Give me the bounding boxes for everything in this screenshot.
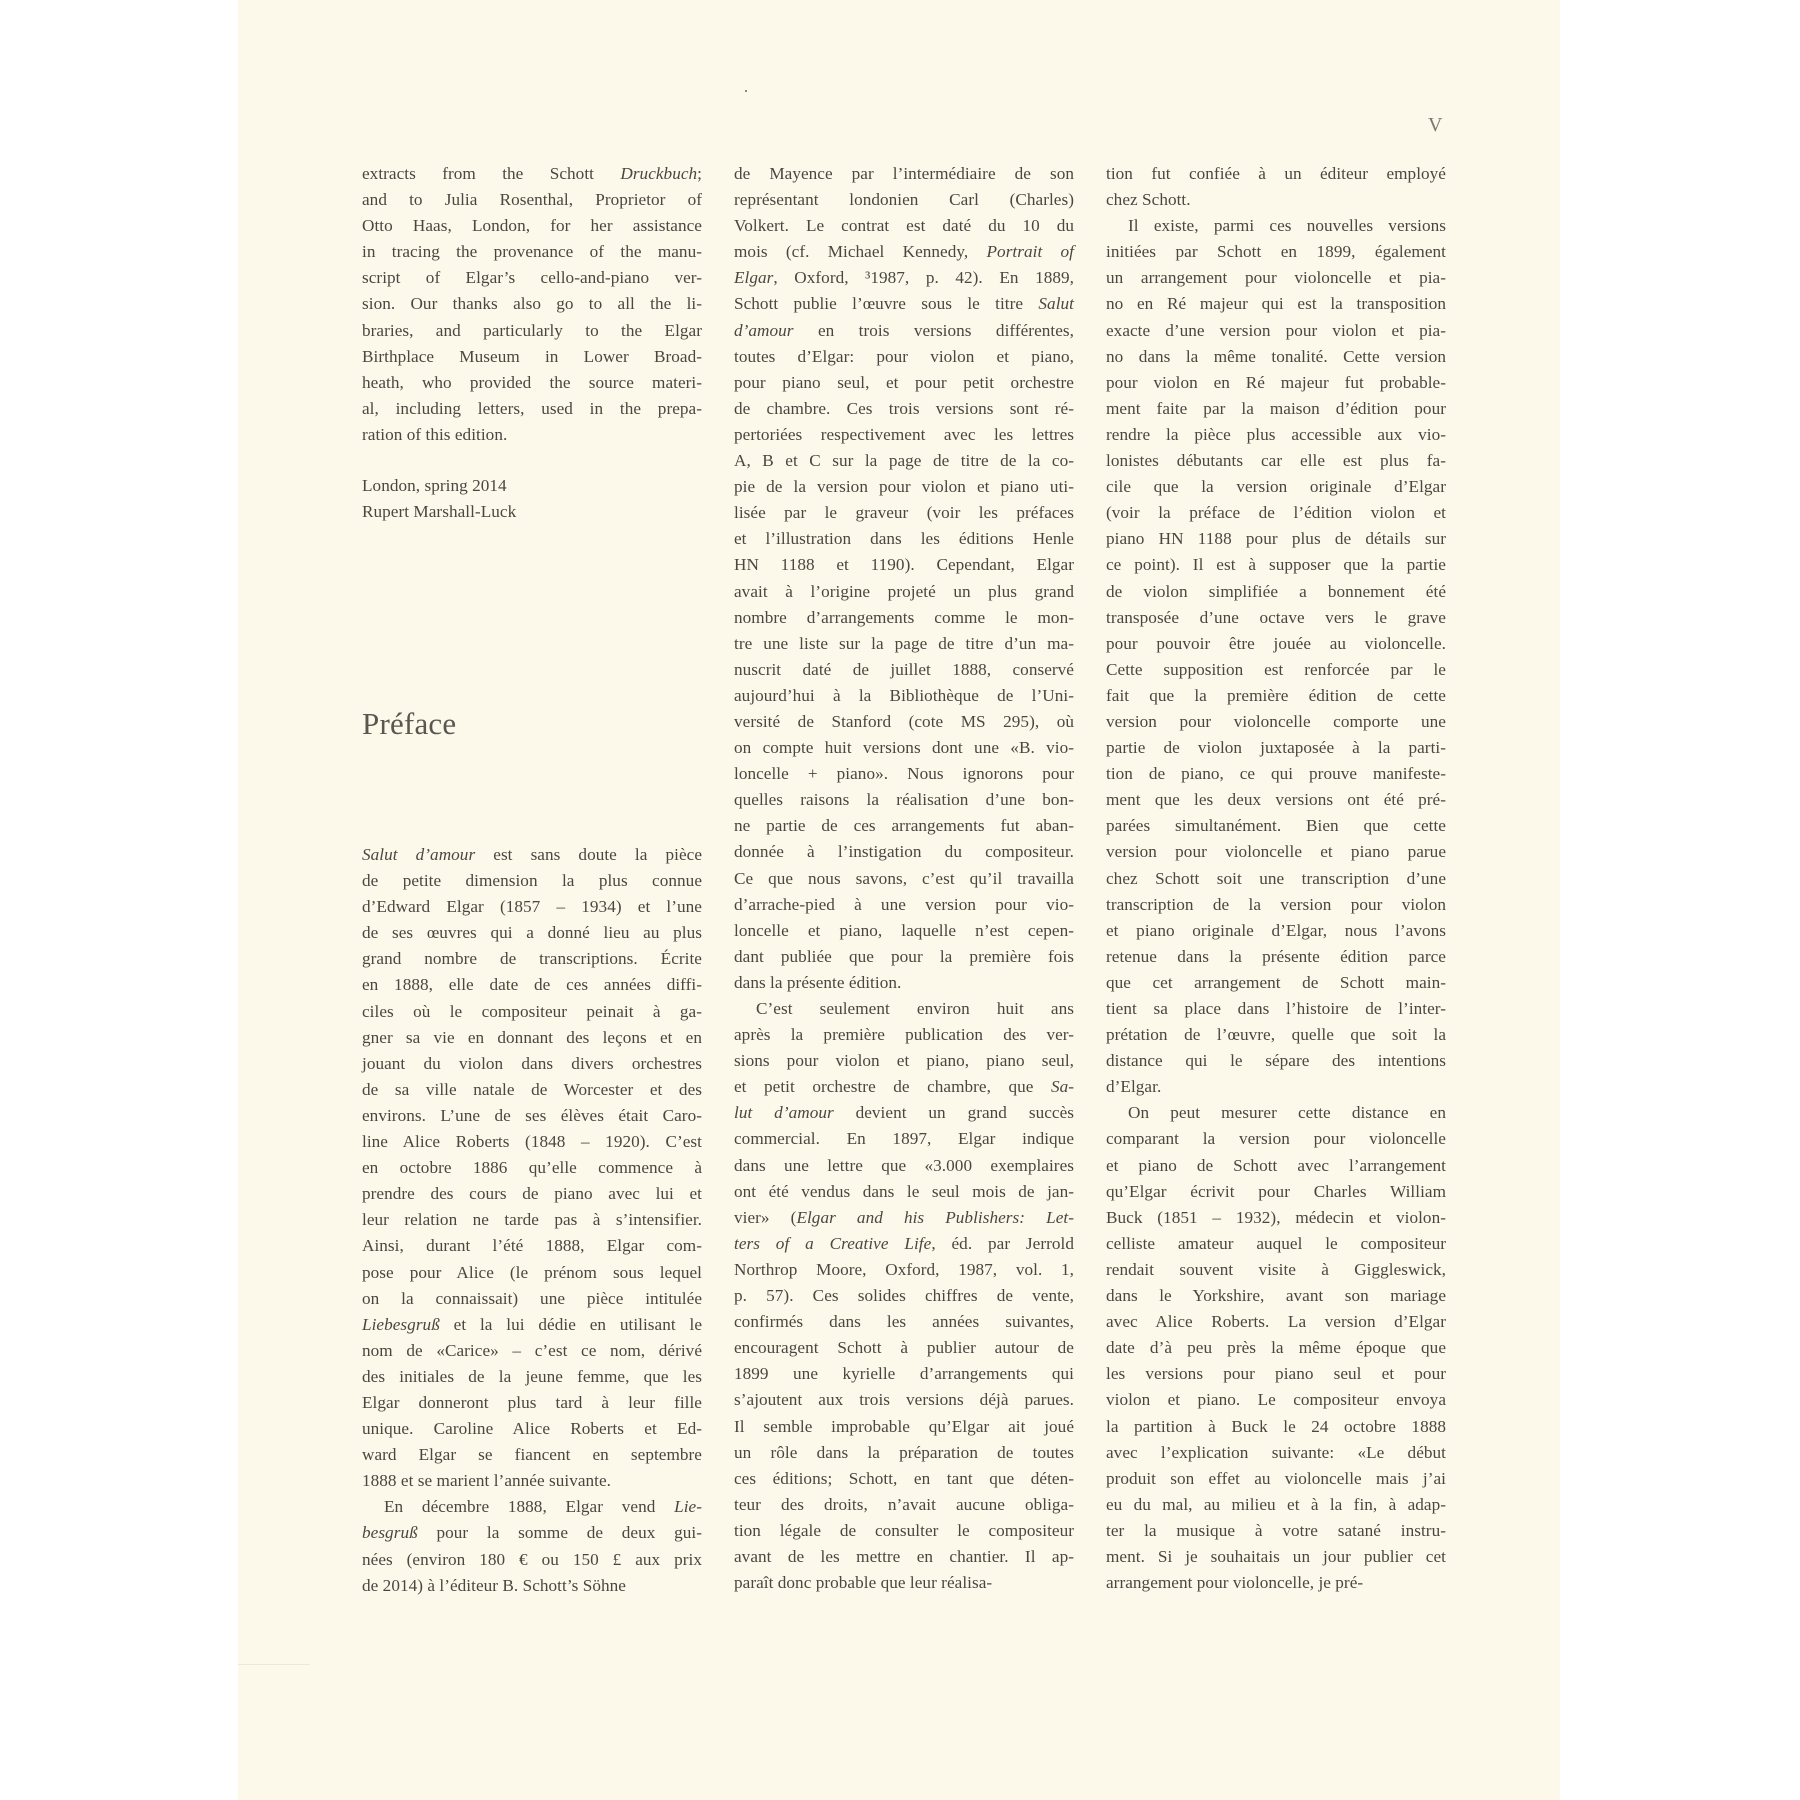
- text-line: ne partie de ces arrangements fut aban-: [734, 816, 1074, 836]
- page-number: V: [1428, 114, 1443, 136]
- text-line: d’arrache-pied à une version pour vio-: [734, 894, 1074, 914]
- text-line: Liebesgruß et la lui dédie en utilisant le: [362, 1314, 702, 1334]
- preface-column-2: [734, 161, 1074, 1596]
- text-line: et piano de Schott avec l’arrangement: [1106, 1155, 1446, 1175]
- text-line: ter la musique à votre satané instru-: [1106, 1520, 1446, 1540]
- text-line: qu’Elgar écrivit pour Charles William: [1106, 1181, 1446, 1201]
- text-line: and to Julia Rosenthal, Proprietor of: [362, 190, 702, 210]
- text-line: transposée d’une octave vers le grave: [1106, 607, 1446, 627]
- text-line: en 1888, elle date de ces années diffi-: [362, 975, 702, 995]
- text-line: la partition à Buck le 24 octobre 1888: [1106, 1416, 1446, 1436]
- text-line: celliste amateur auquel le compositeur: [1106, 1233, 1446, 1253]
- text-line: après la première publication des ver-: [734, 1025, 1074, 1045]
- text-line: ont été vendus dans le seul mois de jan-: [734, 1181, 1074, 1201]
- text-line: mois (cf. Michael Kennedy, Portrait of: [734, 242, 1075, 262]
- text-line: HN 1188 et 1190). Cependant, Elgar: [734, 555, 1074, 575]
- preface-column-1: [362, 842, 702, 1599]
- text-line: piano HN 1188 pour plus de détails sur: [1106, 529, 1446, 549]
- text-line: environs. L’une de ses élèves était Caro-: [362, 1105, 702, 1125]
- text-line: de Mayence par l’intermédiaire de son: [734, 164, 1074, 183]
- text-line: tient sa place dans l’histoire de l’inter-: [1106, 999, 1446, 1018]
- text-line: représentant londonien Carl (Charles): [734, 190, 1074, 210]
- text-line: donnée à l’instigation du compositeur.: [734, 842, 1074, 862]
- text-line: Volkert. Le contrat est daté du 10 du: [734, 216, 1074, 236]
- text-line: Il semble improbable qu’Elgar ait joué: [734, 1416, 1074, 1436]
- text-line: ciles où le compositeur peinait à ga-: [362, 1001, 702, 1021]
- text-line: pour piano seul, et pour petit orchestre: [734, 372, 1074, 392]
- text-line: Il existe, parmi ces nouvelles versions: [1128, 216, 1446, 236]
- text-line: distance qui le sépare des intentions: [1106, 1051, 1446, 1071]
- text-line: p. 57). Ces solides chiffres de vente,: [734, 1286, 1074, 1306]
- text-line: loncelle + piano». Nous ignorons pour: [734, 764, 1074, 784]
- text-line: En décembre 1888, Elgar vend Lie-: [384, 1497, 702, 1517]
- text-line: dans le Yorkshire, avant son mariage: [1106, 1286, 1446, 1306]
- text-line: jouant du violon dans divers orchestres: [362, 1053, 702, 1073]
- text-line: On peut mesurer cette distance en: [1128, 1103, 1446, 1123]
- text-line: pour pouvoir être jouée au violoncelle.: [1106, 633, 1446, 653]
- text-line: loncelle et piano, laquelle n’est cepen-: [734, 920, 1074, 940]
- text-line: ters of a Creative Life, éd. par Jerrold: [734, 1233, 1074, 1253]
- text-line: initiées par Schott en 1899, également: [1106, 242, 1446, 262]
- text-line: chez Schott soit une transcription d’une: [1106, 868, 1446, 888]
- text-line: cile que la version originale d’Elgar: [1106, 477, 1446, 497]
- text-line: de ses œuvres qui a donné lieu au plus: [362, 923, 702, 943]
- text-line: Ainsi, durant l’été 1888, Elgar com-: [362, 1236, 702, 1256]
- text-line: et l’illustration dans les éditions Henle: [734, 529, 1074, 549]
- text-line: braries, and particularly to the Elgar: [362, 320, 702, 340]
- text-line: avec Alice Roberts. La version d’Elgar: [1106, 1312, 1446, 1332]
- text-line: Cette supposition est renforcée par le: [1106, 659, 1446, 679]
- text-line: tion légale de consulter le compositeur: [734, 1520, 1074, 1540]
- text-line: tre une liste sur la page de titre d’un ma-: [734, 633, 1074, 653]
- text-line: ces éditions; Schott, en tant que déten-: [734, 1468, 1074, 1488]
- text-line: gner sa vie en donnant des leçons et en: [362, 1027, 702, 1047]
- text-line: 1899 une kyrielle d’arrangements qui: [734, 1364, 1074, 1384]
- text-line: ce point). Il est à supposer que la partie: [1106, 555, 1446, 575]
- text-line: no dans la même tonalité. Cette version: [1106, 346, 1446, 366]
- text-line: Ce que nous savons, c’est qu’il travailla: [734, 868, 1074, 888]
- text-line: 1888 et se marient l’année suivante.: [362, 1471, 612, 1491]
- text-line: (voir la préface de l’édition violon et: [1106, 503, 1446, 523]
- signature-block: [362, 473, 702, 525]
- text-line: A, B et C sur la page de titre de la co-: [734, 451, 1074, 471]
- text-line: Elgar, Oxford, ³1987, p. 42). En 1889,: [734, 268, 1074, 288]
- text-line: s’ajoutent aux trois versions déjà parues.: [734, 1390, 1074, 1410]
- text-line: dans une lettre que «3.000 exemplaires: [734, 1155, 1074, 1175]
- text-line: lonistes débutants car elle est plus fa-: [1106, 451, 1446, 471]
- text-line: on compte huit versions dont une «B. vio-: [734, 738, 1074, 758]
- text-line: script of Elgar’s cello-and-piano ver-: [362, 268, 702, 288]
- text-line: fait que la première édition de cette: [1106, 685, 1446, 705]
- text-line: Salut d’amour est sans doute la pièce: [362, 845, 702, 864]
- text-line: exacte d’une version pour violon et pia-: [1106, 320, 1446, 340]
- text-line: C’est seulement environ huit ans: [756, 999, 1074, 1018]
- preface-heading: Préface: [362, 706, 457, 741]
- preface-column-3: [1106, 161, 1446, 1596]
- text-line: leur relation ne tarde pas à s’intensifier.: [362, 1210, 702, 1230]
- text-line: de chambre. Ces trois versions sont ré-: [734, 398, 1074, 418]
- text-line: de petite dimension la plus connue: [362, 871, 702, 891]
- text-line: d’Edward Elgar (1857 – 1934) et l’une: [362, 897, 702, 917]
- text-line: sions pour violon et piano, piano seul,: [734, 1051, 1074, 1071]
- text-line: on la connaissait) une pièce intitulée: [362, 1288, 702, 1308]
- text-line: tion fut confiée à un éditeur employé: [1106, 164, 1446, 183]
- text-line: chez Schott.: [1106, 190, 1191, 210]
- text-line: teur des droits, n’avait aucune obliga-: [734, 1494, 1074, 1514]
- text-line: prendre des cours de piano avec lui et: [362, 1184, 702, 1204]
- acknowledgments-column: [362, 161, 702, 448]
- text-line: de violon simplifiée a bonnement été: [1106, 581, 1446, 601]
- text-line: grand nombre de transcriptions. Écrite: [362, 949, 702, 969]
- text-line: aujourd’hui à la Bibliothèque de l’Uni-: [734, 685, 1074, 705]
- text-line: comparant la version pour violoncelle: [1106, 1129, 1446, 1149]
- text-line: nom de «Carice» – c’est ce nom, dérivé: [362, 1340, 702, 1360]
- text-line: versité de Stanford (cote MS 295), où: [734, 711, 1074, 731]
- text-line: pie de la version pour violon et piano uti-: [734, 477, 1074, 497]
- text-line: avant de les mettre en chantier. Il ap-: [734, 1546, 1074, 1566]
- text-line: paraît donc probable que leur réalisa-: [734, 1573, 993, 1593]
- text-line: heath, who provided the source materi-: [362, 372, 702, 392]
- text-line: pour violon en Ré majeur fut probable-: [1106, 372, 1446, 392]
- text-line: produit son effet au violoncelle mais j’ai: [1106, 1468, 1446, 1488]
- text-line: date d’à peu près la même époque que: [1106, 1338, 1446, 1358]
- text-line: pose pour Alice (le prénom sous lequel: [362, 1262, 702, 1282]
- text-line: version pour violoncelle comporte une: [1106, 711, 1446, 731]
- text-line: Northrop Moore, Oxford, 1987, vol. 1,: [734, 1259, 1074, 1279]
- text-line: sion. Our thanks also go to all the li-: [362, 294, 702, 314]
- text-line: en octobre 1886 qu’elle commence à: [362, 1158, 702, 1178]
- text-line: d’amour en trois versions différentes,: [734, 320, 1074, 340]
- author-name: Rupert Marshall-Luck: [362, 502, 517, 522]
- text-line: rendait souvent visite à Giggleswick,: [1106, 1259, 1446, 1279]
- text-line: dant publiée que pour la première fois: [734, 946, 1074, 966]
- text-line: extracts from the Schott Druckbuch;: [362, 164, 702, 183]
- text-line: no en Ré majeur qui est la transposition: [1106, 294, 1446, 314]
- text-line: violon et piano. Le compositeur envoya: [1106, 1390, 1446, 1410]
- text-line: eu du mal, au milieu et à la fin, à adap-: [1106, 1494, 1446, 1514]
- text-line: lisée par le graveur (voir les préfaces: [734, 503, 1074, 523]
- text-line: un rôle dans la préparation de toutes: [734, 1442, 1074, 1462]
- text-line: Elgar donneront plus tard à leur fille: [362, 1392, 702, 1412]
- place-date: London, spring 2014: [362, 476, 507, 495]
- text-line: un arrangement pour violoncelle et pia-: [1106, 268, 1446, 288]
- text-line: al, including letters, used in the prepa-: [362, 398, 702, 418]
- text-line: Birthplace Museum in Lower Broad-: [362, 346, 702, 366]
- text-line: Otto Haas, London, for her assistance: [362, 216, 702, 236]
- text-line: de 2014) à l’éditeur B. Schott’s Söhne: [362, 1575, 626, 1595]
- text-line: confirmés dans les années suivantes,: [734, 1312, 1074, 1332]
- text-line: line Alice Roberts (1848 – 1920). C’est: [362, 1132, 702, 1152]
- text-line: ment. Si je souhaitais un jour publier cet: [1106, 1546, 1446, 1566]
- text-line: des initiales de la jeune femme, que les: [362, 1366, 702, 1386]
- text-line: arrangement pour violoncelle, je pré-: [1106, 1573, 1364, 1593]
- page-edge-mark: [238, 1664, 310, 1665]
- text-line: unique. Caroline Alice Roberts et Ed-: [362, 1419, 702, 1439]
- text-line: d’Elgar.: [1106, 1077, 1162, 1097]
- text-line: avait à l’origine projeté un plus grand: [734, 581, 1074, 601]
- text-line: ment que les deux versions ont été pré-: [1106, 790, 1446, 810]
- printing-speck: [745, 90, 747, 92]
- text-line: les versions pour piano seul et pour: [1106, 1364, 1446, 1384]
- text-line: retenue dans la présente édition parce: [1106, 946, 1446, 966]
- text-line: Buck (1851 – 1932), médecin et violon-: [1106, 1207, 1446, 1227]
- text-line: in tracing the provenance of the manu-: [362, 242, 702, 262]
- text-line: que cet arrangement de Schott main-: [1106, 972, 1446, 992]
- text-line: transcription de la version pour violon: [1106, 894, 1446, 914]
- text-line: de sa ville natale de Worcester et des: [362, 1079, 702, 1099]
- text-line: encouragent Schott à publier autour de: [734, 1338, 1074, 1358]
- text-line: partie de violon juxtaposée à la parti-: [1106, 738, 1446, 758]
- text-line: nuscrit daté de juillet 1888, conservé: [734, 659, 1074, 679]
- text-line: prétation de l’œuvre, quelle que soit la: [1106, 1025, 1446, 1045]
- text-line: toutes d’Elgar: pour violon et piano,: [734, 346, 1074, 366]
- text-line: et piano originale d’Elgar, nous l’avons: [1106, 920, 1446, 940]
- text-line: quelles raisons la réalisation d’une bon-: [734, 790, 1074, 810]
- text-line: parées simultanément. Bien que cette: [1106, 816, 1446, 836]
- text-line: rendre la pièce plus accessible aux vio-: [1106, 424, 1446, 444]
- text-line: avec l’explication suivante: «Le début: [1106, 1442, 1446, 1462]
- text-line: vier» (Elgar and his Publishers: Let-: [734, 1207, 1074, 1227]
- text-line: version pour violoncelle et piano parue: [1106, 842, 1446, 862]
- text-line: commercial. En 1897, Elgar indique: [734, 1129, 1074, 1149]
- text-line: besgruß pour la somme de deux gui-: [362, 1523, 702, 1543]
- text-line: pertoriées respectivement avec les lettres: [734, 424, 1074, 444]
- text-line: nées (environ 180 € ou 150 £ aux prix: [362, 1549, 702, 1569]
- text-line: nombre d’arrangements comme le mon-: [734, 607, 1074, 627]
- text-line: et petit orchestre de chambre, que Sa-: [734, 1077, 1074, 1097]
- text-line: ration of this edition.: [362, 424, 508, 444]
- text-line: ward Elgar se fiancent en septembre: [362, 1445, 702, 1465]
- text-line: lut d’amour devient un grand succès: [734, 1103, 1074, 1123]
- text-line: Schott publie l’œuvre sous le titre Salut: [734, 294, 1074, 314]
- text-line: tion de piano, ce qui prouve manifeste-: [1106, 764, 1446, 784]
- text-line: ment faite par la maison d’édition pour: [1106, 398, 1446, 418]
- text-line: dans la présente édition.: [734, 972, 902, 992]
